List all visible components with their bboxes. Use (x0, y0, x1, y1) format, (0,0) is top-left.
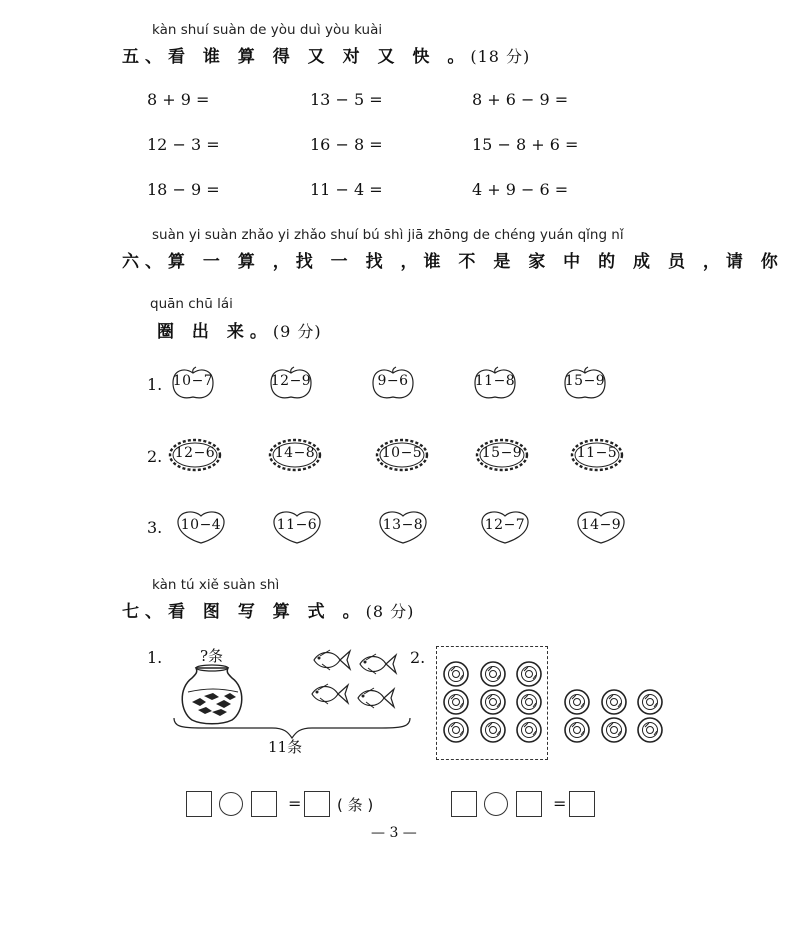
disc-icon (443, 717, 469, 743)
heart-shape[interactable] (376, 510, 430, 544)
question-2-label: 2. (410, 648, 426, 667)
page-number: — 3 — (371, 825, 417, 841)
disc-icon (564, 717, 590, 743)
apple-shape[interactable] (562, 366, 608, 400)
answer-box[interactable] (569, 791, 595, 817)
expression: 12−7 (484, 517, 526, 533)
row-label: 3. (147, 518, 163, 537)
disc-icon (516, 717, 542, 743)
section7-heading (122, 597, 414, 622)
expression: 11−5 (576, 445, 618, 461)
goldfish-icon (354, 684, 396, 712)
equation: 16 − 8 = (310, 135, 383, 154)
section5-pinyin: kàn shuí suàn de yòu duì yòu kuài (152, 22, 383, 38)
expression: 10−7 (172, 373, 214, 389)
expression: 10−5 (381, 445, 423, 461)
total-fish-count: 11条 (268, 738, 303, 756)
apple-shape[interactable] (472, 366, 518, 400)
heart-shape[interactable] (270, 510, 324, 544)
disc-icon (480, 689, 506, 715)
disc-icon (480, 717, 506, 743)
disc-icon (443, 661, 469, 687)
equation: 4 + 9 − 6 = (472, 180, 569, 199)
section6-pinyin-line2: quān chū lái (150, 296, 233, 312)
expression: 14−8 (274, 445, 316, 461)
section6-title-line2: 圈 出 来。 (157, 322, 273, 342)
apple-shape[interactable] (170, 366, 216, 400)
flower-oval-shape[interactable] (268, 438, 322, 472)
disc-icon (637, 689, 663, 715)
section6-title-line1: 六、算 一 算 ，找 一 找 ，谁 不 是 家 中 的 成 员 ，请 你 (122, 252, 784, 272)
expression: 15−9 (481, 445, 523, 461)
expression: 10−4 (180, 517, 222, 533)
expression: 13−8 (382, 517, 424, 533)
answer-box[interactable] (186, 791, 212, 817)
disc-icon (480, 661, 506, 687)
disc-icon (564, 689, 590, 715)
section6-points: (9 分) (272, 322, 322, 341)
expression: 9−6 (377, 373, 409, 389)
answer-box[interactable] (251, 791, 277, 817)
disc-icon (601, 689, 627, 715)
equation: 8 + 9 = (147, 90, 210, 109)
goldfish-icon (310, 646, 352, 674)
section5-heading (122, 42, 530, 67)
expression: 11−6 (276, 517, 318, 533)
heart-shape[interactable] (174, 510, 228, 544)
section7-title: 七、看 图 写 算 式 。 (122, 602, 366, 622)
disc-icon (443, 689, 469, 715)
row-label: 1. (147, 375, 163, 394)
expression: 12−9 (270, 373, 312, 389)
operator-circle[interactable] (484, 792, 508, 816)
section7-pinyin: kàn tú xiě suàn shì (152, 577, 280, 593)
equation: 11 − 4 = (310, 180, 383, 199)
expression: 11−8 (474, 373, 516, 389)
section6-pinyin-line1: suàn yi suàn zhǎo yi zhǎo shuí bú shì jiā zhōng de chéng yuán qǐng nǐ (152, 227, 624, 243)
expression: 12−6 (174, 445, 216, 461)
apple-shape[interactable] (268, 366, 314, 400)
section6-heading-line2 (157, 317, 322, 342)
disc-icon (637, 717, 663, 743)
unit-label: ( 条 ) (337, 796, 374, 814)
flower-oval-shape[interactable] (375, 438, 429, 472)
answer-box[interactable] (304, 791, 330, 817)
heart-shape[interactable] (478, 510, 532, 544)
answer-box[interactable] (451, 791, 477, 817)
expression: 15−9 (564, 373, 606, 389)
disc-icon (516, 661, 542, 687)
equals-sign: = (553, 794, 567, 813)
disc-icon (601, 717, 627, 743)
goldfish-icon (356, 650, 398, 678)
apple-shape[interactable] (370, 366, 416, 400)
equation: 13 − 5 = (310, 90, 383, 109)
answer-box[interactable] (516, 791, 542, 817)
equals-sign: = (288, 794, 302, 813)
section5-points: (18 分) (470, 47, 531, 66)
question-1-label: 1. (147, 648, 163, 667)
unknown-fish-count: ?条 (200, 647, 224, 665)
expression: 14−9 (580, 517, 622, 533)
equation: 12 − 3 = (147, 135, 220, 154)
operator-circle[interactable] (219, 792, 243, 816)
flower-oval-shape[interactable] (475, 438, 529, 472)
section7-points: (8 分) (365, 602, 415, 621)
flower-oval-shape[interactable] (168, 438, 222, 472)
goldfish-icon (308, 680, 350, 708)
equation: 18 − 9 = (147, 180, 220, 199)
flower-oval-shape[interactable] (570, 438, 624, 472)
row-label: 2. (147, 447, 163, 466)
equation: 15 − 8 + 6 = (472, 135, 579, 154)
heart-shape[interactable] (574, 510, 628, 544)
section5-title: 五、看 谁 算 得 又 对 又 快 。 (122, 47, 471, 67)
equation: 8 + 6 − 9 = (472, 90, 569, 109)
disc-icon (516, 689, 542, 715)
